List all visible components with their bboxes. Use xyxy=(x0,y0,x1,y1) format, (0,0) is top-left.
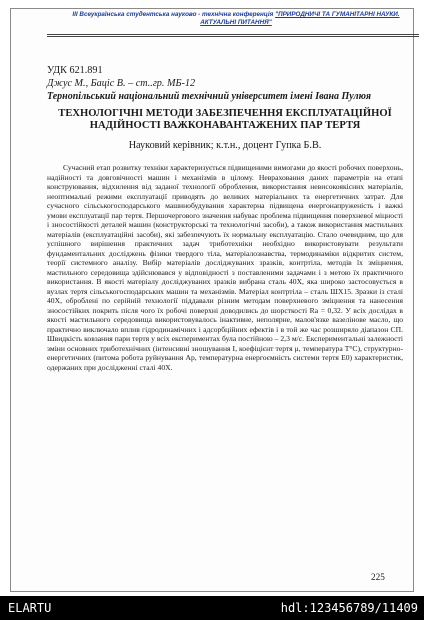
udk-code: УДК 621.891 xyxy=(47,65,103,76)
body-paragraph: Сучасний етап розвитку техніки характеризується підвищеними вимогами до якості робочих поверхонь, надійності та довговічності машин і механізмів в цілому. Невраховання даних параметрів на етапі конструювання, відхилення від заданої технології оброблення, використання невисокоякісних матеріалів, неоптимальні режими експлуатації приводять до великих матеріальних та енергетичних затрат. Для сучасного сільськогосподарського машинобудування характерна підвищена енергонапруженість і важкі умови експлуатації пар тертя. Першочергового значення набуває проблема підвищення поверхневої міцності і зносостійкості деталей машин (конструкторські та технологічні засоби), а також використання мастильних матеріалів (експлуатаційні засоби), які забезпечують їх нормальну експлуатацію. Стало очевидним, що для успішного вирішення практичних задач триботехніки необхідно використовувати результати фундаментальних досліджень фізики твердого тіла, матеріалознавства, термодинаміки відкритих систем, теорії системного аналізу. Вибір матеріалів досліджуваних зразків, контртіла, методів їх зміцнення, мастильного середовища здійснювався у відповідності з поставленими задачами і з метою їх практичного використання. В якості матеріалу досліджуваних зразків вибрана сталь 40Х, яка широко застосовується в вузлах тертя сільськогосподарських машин та механізмів. Матеріал контртіла – сталь ШХ15. Зразки із сталі 40Х, оброблені по серійній технології піддавали різним методам поверхневого зміцнення та нанесення зносостійких покрить після чого їх робочі поверхні доводились до шорсткості Ra = 0,32. У всіх дослідах в якості мастильного середовища використовувалось інактивне, неполярне, малов'язке вазелінове масло, що практично виключало вплив гідродинамічних і адсорбційних ефектів і в той же час розширяло діапазон СП. Швидкість ковзання пари тертя у всіх експериментах була постійною – 2,3 м/с. Експериментальні залежності зміни основних триботехнічних (інтенсивні зношування I, коефіцієнт тертя μ, температура T°C), структурно-енергетичних (питома робота руйнування Ap, температурна енергоємність системи тертя E0) характеристик, одержаних при дослідженні сталі 40Х. xyxy=(47,163,403,372)
handle-id[interactable]: hdl:123456789/11409 xyxy=(280,601,418,615)
conference-prefix: ІІІ Всеукраїнська студентська науково - технічна конференція xyxy=(72,11,276,18)
conference-header xyxy=(51,11,421,26)
supervisor: Науковий керівник; к.т.н., доцент Гупка Б.В. xyxy=(128,140,322,151)
authors: Джус М., Баціс В. – ст..гр. МБ-12 xyxy=(47,78,196,89)
header-rule-top xyxy=(47,34,419,35)
document-page xyxy=(10,8,414,592)
page-number: 225 xyxy=(371,572,385,582)
university: Тернопільський національний технічний університет імені Івана Пулюя xyxy=(47,91,372,102)
viewer-footer-bar xyxy=(0,596,424,620)
article-body xyxy=(47,163,403,372)
repository-name[interactable]: ELARTU xyxy=(8,601,52,615)
article-title: ТЕХНОЛОГІЧНІ МЕТОДИ ЗАБЕЗПЕЧЕННЯ ЕКСПЛУАТАЦІЙНОЇ НАДІЙНОСТІ ВАЖКОНАВАНТАЖЕНИХ ПАР ТЕРТЯ xyxy=(58,108,392,131)
conference-name-line2: АКТУАЛЬНІ ПИТАННЯ" xyxy=(200,18,272,26)
header-rule-bottom xyxy=(47,36,419,37)
conference-name-line1: "ПРИРОДНИЧІ ТА ГУМАНІТАРНІ НАУКИ. xyxy=(275,11,400,18)
